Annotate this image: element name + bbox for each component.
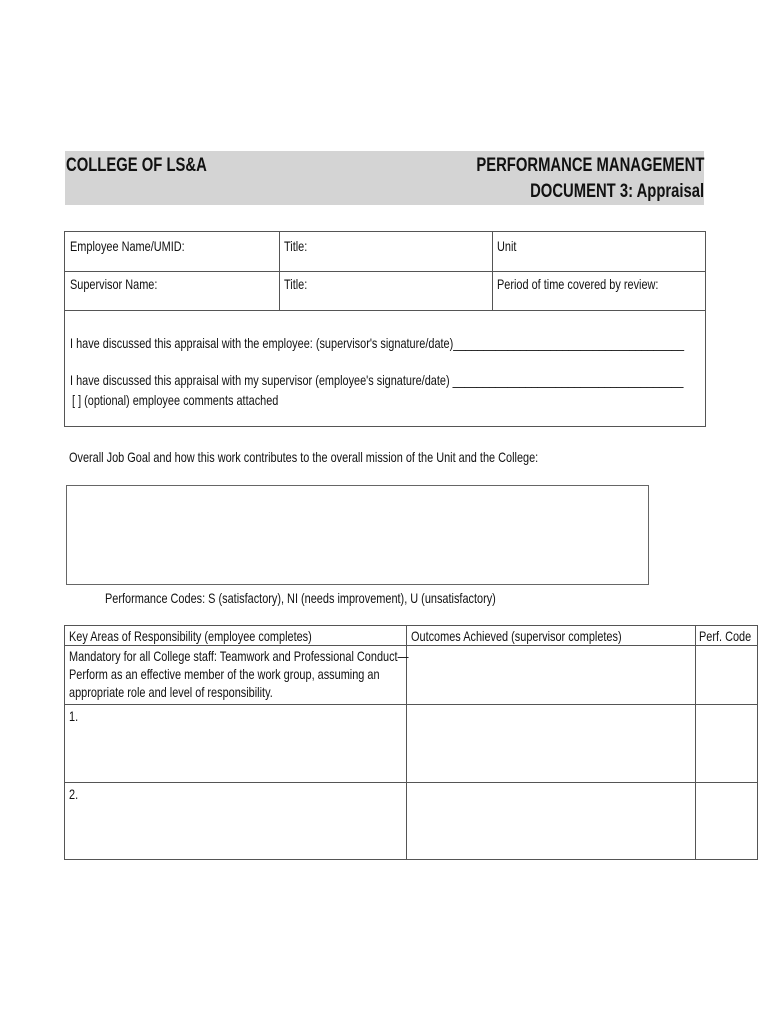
mandatory-line-2: Perform as an effective member of the work group, assuming an: [69, 666, 380, 682]
supervisor-title-label: Title:: [284, 276, 308, 292]
employee-name-field[interactable]: [70, 237, 217, 255]
header-perf-code: [699, 627, 766, 645]
supervisor-signature-text: I have discussed this appraisal with the employee: (supervisor's signature/date)______________________________________: [70, 335, 685, 351]
resp-row-divider-1: [65, 704, 757, 705]
review-period-label: Period of time covered by review:: [497, 276, 659, 292]
college-name: [66, 155, 247, 177]
row-2-label: 2.: [69, 786, 79, 802]
review-period-field[interactable]: [497, 275, 704, 293]
employee-title-field[interactable]: [284, 237, 314, 255]
responsibility-table: [64, 625, 758, 860]
document-title-line1-text: PERFORMANCE MANAGEMENT: [475, 155, 704, 176]
job-goal-prompt-text: Overall Job Goal and how this work contributes to the overall mission of the Unit and the College:: [69, 449, 539, 465]
unit-field[interactable]: [497, 237, 522, 255]
comments-attached-checkbox[interactable]: [72, 391, 337, 409]
header-key-areas-text: Key Areas of Responsibility (employee completes): [69, 628, 312, 644]
employee-title-label: Title:: [284, 238, 308, 254]
employee-signature-line[interactable]: [70, 371, 770, 389]
performance-codes-text: Performance Codes: S (satisfactory), NI (needs improvement), U (unsatisfactory): [105, 590, 496, 606]
document-title-line2-text: DOCUMENT 3: Appraisal: [529, 181, 704, 202]
resp-header-divider: [65, 645, 757, 646]
comments-attached-label: [ ] (optional) employee comments attached: [72, 392, 279, 408]
mandatory-responsibility-cell[interactable]: [69, 647, 504, 701]
responsibility-row-1[interactable]: [69, 707, 81, 725]
employee-signature-text: I have discussed this appraisal with my supervisor (employee's signature/date) ______________________________________: [70, 372, 684, 388]
supervisor-signature-line[interactable]: [70, 334, 770, 352]
responsibility-row-2[interactable]: [69, 785, 81, 803]
header-perf-code-text: Perf. Code: [699, 628, 752, 644]
unit-label: Unit: [497, 238, 517, 254]
supervisor-name-label: Supervisor Name:: [70, 276, 158, 292]
job-goal-prompt: [69, 448, 671, 466]
info-row-divider-2: [65, 310, 705, 311]
performance-codes-legend: [105, 589, 606, 607]
header-outcomes: [411, 627, 681, 645]
supervisor-name-field[interactable]: [70, 275, 182, 293]
header-key-areas: [69, 627, 380, 645]
row-1-label: 1.: [69, 708, 79, 724]
header-outcomes-text: Outcomes Achieved (supervisor completes): [411, 628, 622, 644]
resp-col-divider-2: [695, 626, 696, 859]
document-title-line2: [481, 181, 704, 203]
job-goal-textbox[interactable]: [66, 485, 649, 585]
mandatory-line-1: Mandatory for all College staff: Teamwork and Professional Conduct—: [69, 648, 409, 664]
employee-info-table: [64, 231, 706, 427]
document-title-line1: [412, 155, 704, 177]
supervisor-title-field[interactable]: [284, 275, 314, 293]
mandatory-line-3: appropriate role and level of responsibility.: [69, 684, 273, 700]
college-name-text: COLLEGE OF LS&A: [66, 155, 207, 176]
resp-row-divider-2: [65, 782, 757, 783]
employee-name-label: Employee Name/UMID:: [70, 238, 185, 254]
info-row-divider-1: [65, 271, 705, 272]
